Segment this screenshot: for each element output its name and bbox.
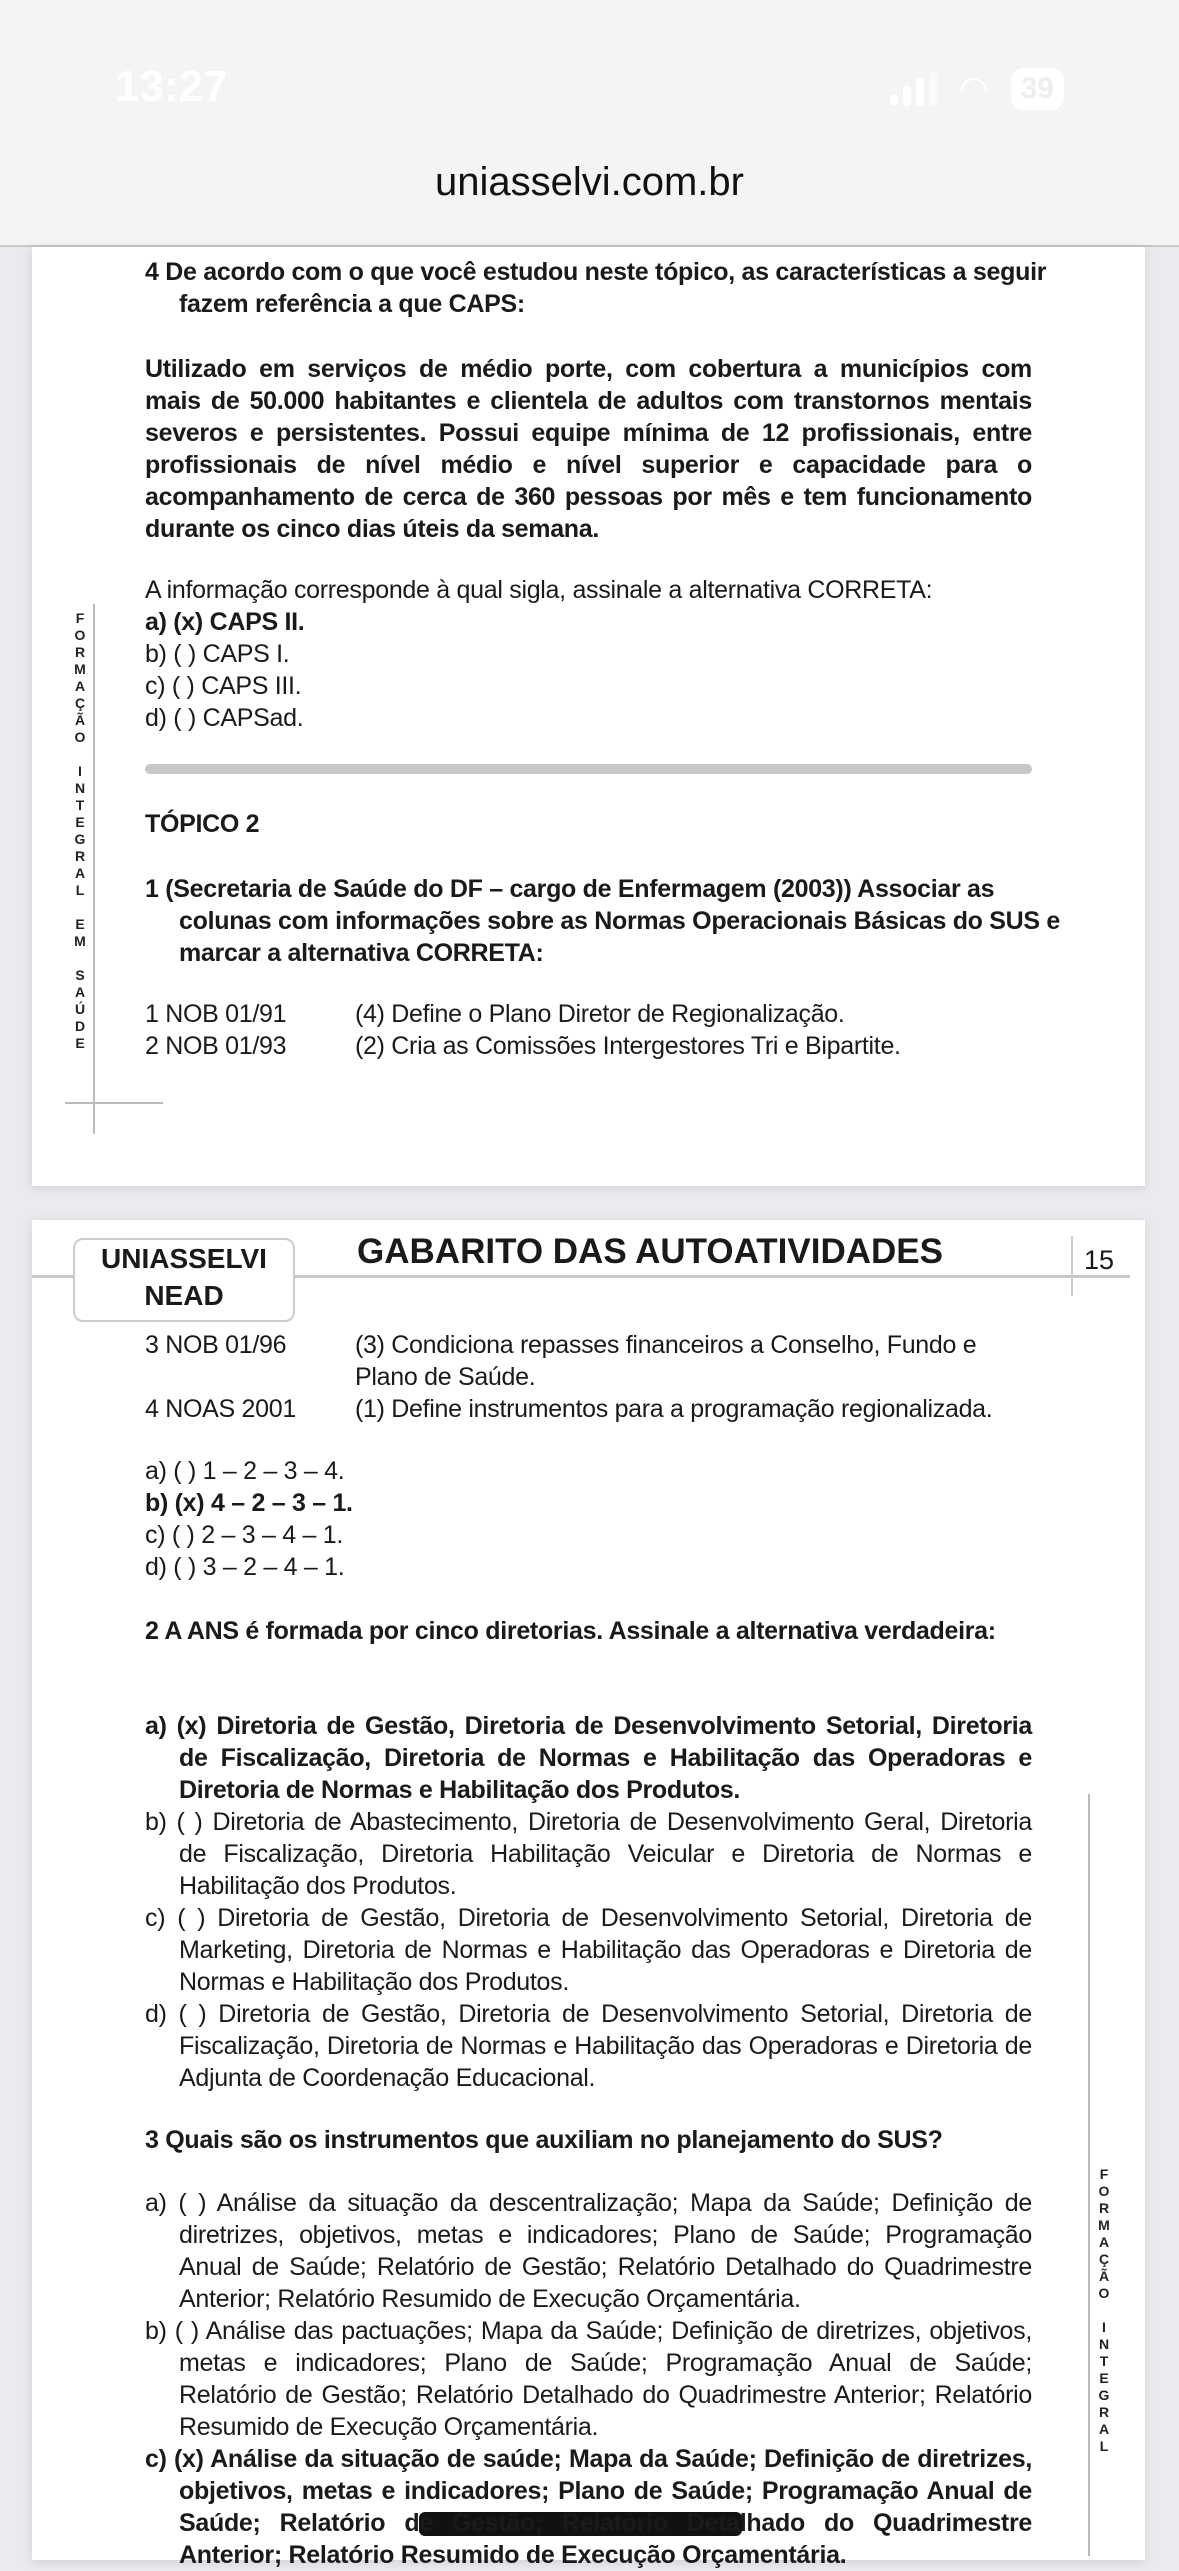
nob-right: (4) Define o Plano Diretor de Regionalização.	[355, 1000, 845, 1028]
battery-icon: 39	[1011, 68, 1064, 110]
nob-left: 3 NOB 01/96	[145, 1331, 287, 1359]
page-title: GABARITO DAS AUTOATIVIDADES	[357, 1232, 943, 1271]
topic-heading: TÓPICO 2	[145, 810, 260, 838]
logo-line-1: UNIASSELVI	[101, 1243, 267, 1274]
option-b: b) ( ) Diretoria de Abastecimento, Diretoria de Desenvolvimento Geral, Diretoria de Fiscalização, Diretoria Habilitação Veicular e Diretoria de Normas e Habilitação dos Produtos.	[145, 1808, 1032, 1900]
status-bar	[0, 0, 1179, 247]
clock: 13:27	[115, 62, 228, 111]
option-c: c) ( ) 2 – 3 – 4 – 1.	[145, 1521, 343, 1549]
table-row	[145, 1393, 1032, 1425]
table-row	[145, 998, 1032, 1030]
question-2-title: 2 A ANS é formada por cinco diretorias. Assinale a alternativa verdadeira:	[145, 1617, 996, 1645]
nob-left: 4 NOAS 2001	[145, 1395, 296, 1423]
sidebar-vertical-text-right: FORMAÇÃO INTEGRAL	[1096, 2166, 1112, 2455]
nob-left: 2 NOB 01/93	[145, 1032, 287, 1060]
status-icons	[890, 68, 1064, 110]
option-c: c) (x) Análise da situação de saúde; Mapa da Saúde; Definição de diretrizes, objetivos, metas e indicadores; Plano de Saúde; Programação Anual de Saúde; Relatório de Gestão; Relatório Detalhado do Quadrimestre Anterior; Relatório Resumido de Execução Orçamentária.	[145, 2445, 1032, 2569]
option-d: d) ( ) Diretoria de Gestão, Diretoria de Desenvolvimento Setorial, Diretoria de Fiscalização, Diretoria de Normas e Habilitação das Operadoras e Diretoria de Adjunta de Coordenação Educacional.	[145, 2000, 1032, 2092]
option-b: b) (x) 4 – 2 – 3 – 1.	[145, 1489, 353, 1517]
section-divider	[145, 764, 1032, 774]
option-d: d) ( ) 3 – 2 – 4 – 1.	[145, 1553, 345, 1581]
option-c: c) ( ) Diretoria de Gestão, Diretoria de Desenvolvimento Setorial, Diretoria de Marketing, Diretoria de Normas e Habilitação das Operadoras e Diretoria de Normas e Habilitação dos Produtos.	[145, 1904, 1032, 1996]
page-number-divider	[1071, 1236, 1073, 1296]
question-2-options	[145, 1710, 1032, 2094]
question-4-paragraph: Utilizado em serviços de médio porte, com cobertura a municípios com mais de 50.000 habitantes e clientela de adultos com transtornos mentais severos e persistentes. Possui equipe mínima de 12 profissionais, entre profissionais de nível médio e nível superior e capacidade para o acompanhamento de cerca de 360 pessoas por mês e tem funcionamento durante os cinco dias úteis da semana.	[145, 355, 1032, 543]
logo-line-2: NEAD	[144, 1280, 224, 1311]
signal-icon	[890, 72, 937, 106]
page-number: 15	[1084, 1245, 1115, 1275]
nob-right: (3) Condiciona repasses financeiros a Conselho, Fundo e Plano de Saúde.	[355, 1331, 977, 1391]
table-row	[145, 1329, 1032, 1393]
question-1-options	[145, 1455, 1032, 1583]
sidebar-line-foot	[65, 1102, 163, 1104]
sidebar-vertical-text: FORMAÇÃO INTEGRAL EM SAÚDE	[72, 610, 88, 1052]
sidebar-line	[93, 604, 95, 1134]
question-3-title: 3 Quais são os instrumentos que auxiliam no planejamento do SUS?	[145, 2126, 943, 2154]
table-row	[145, 1030, 1032, 1062]
sidebar-line-right	[1088, 1794, 1090, 2556]
nob-table-continued	[145, 1329, 1032, 1425]
option-a: a) ( ) Análise da situação da descentralização; Mapa da Saúde; Definição de diretrizes, objetivos, metas e indicadores; Plano de Saúde; Programação Anual de Saúde; Relatório de Gestão; Relatório Detalhado do Quadrimestre Anterior; Relatório Resumido de Execução Orçamentária.	[145, 2189, 1032, 2313]
logo-box	[73, 1238, 295, 1322]
wifi-icon: ◠	[958, 70, 989, 108]
nob-table	[145, 998, 1032, 1062]
nob-right: (2) Cria as Comissões Intergestores Tri e Bipartite.	[355, 1032, 901, 1060]
question-4-prompt: A informação corresponde à qual sigla, assinale a alternativa CORRETA:	[145, 576, 933, 604]
option-b: b) ( ) Análise das pactuações; Mapa da Saúde; Definição de diretrizes, objetivos, metas e indicadores; Plano de Saúde; Programação Anual de Saúde; Relatório de Gestão; Relatório Detalhado do Quadrimestre Anterior; Relatório Resumido de Execução Orçamentária.	[145, 2317, 1032, 2441]
option-a: a) (x) Diretoria de Gestão, Diretoria de Desenvolvimento Setorial, Diretoria de Fiscalização, Diretoria de Normas e Habilitação das Operadoras e Diretoria de Normas e Habilitação dos Produtos.	[145, 1712, 1032, 1804]
option-d: d) ( ) CAPSad.	[145, 704, 304, 732]
question-4-title: 4 De acordo com o que você estudou neste tópico, as características a seguir fazem referência a que CAPS:	[145, 258, 1047, 318]
nob-left: 1 NOB 01/91	[145, 1000, 287, 1028]
question-4-options	[145, 606, 1032, 734]
question-3-options	[145, 2187, 1032, 2571]
option-a: a) ( ) 1 – 2 – 3 – 4.	[145, 1457, 345, 1485]
option-c: c) ( ) CAPS III.	[145, 672, 302, 700]
option-b: b) ( ) CAPS I.	[145, 640, 290, 668]
nob-right: (1) Define instrumentos para a programação regionalizada.	[355, 1395, 993, 1423]
question-1-title: 1 (Secretaria de Saúde do DF – cargo de Enfermagem (2003)) Associar as colunas com informações sobre as Normas Operacionais Básicas do SUS e marcar a alternativa CORRETA:	[145, 875, 1061, 967]
address-bar-url[interactable]: uniasselvi.com.br	[434, 160, 744, 204]
option-a: a) (x) CAPS II.	[145, 608, 305, 636]
